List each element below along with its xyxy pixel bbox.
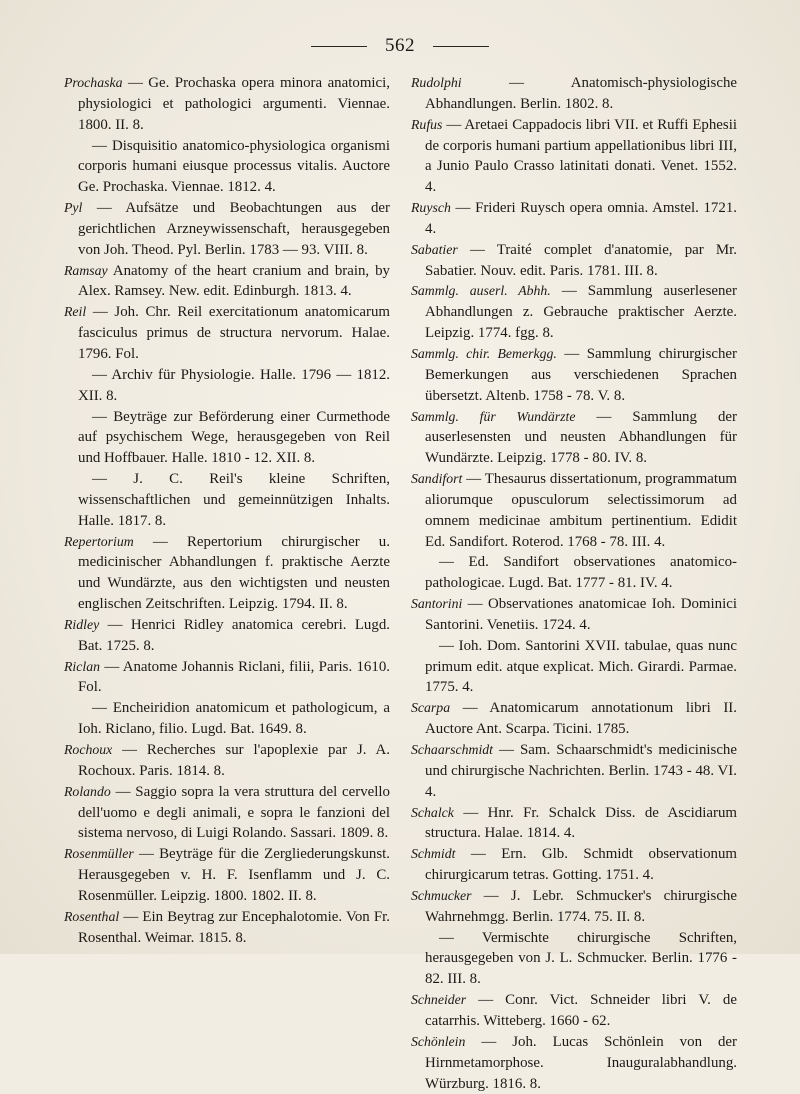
entry-text: Anatomy of the heart cranium and brain, by Alex. Ramsey. New. edit. Edinburgh. 1813. 4. (78, 262, 391, 300)
entry-author: Santorini (411, 596, 463, 612)
entry-author: Rufus (411, 116, 443, 132)
bibliography-entry (411, 594, 737, 636)
entry-text: — Anatome Johannis Riclani, filii, Paris. 1610. Fol. (78, 658, 390, 696)
entry-author: Rudolphi (411, 75, 462, 90)
entry-text: — Recherches sur l'apoplexie par J. A. Rochoux. Paris. 1814. 8. (78, 742, 390, 779)
entry-text: — J. C. Reil's kleine Schriften, wissenschaftlichen und gemeinnützigen Inhalts. Halle. 1817. 8. (78, 471, 390, 529)
entry-text: — Joh. Chr. Reil exercitationum anatomicarum fasciculus primus de structura nervorum. Halae. 1796. Fol. (78, 304, 390, 362)
bibliography-entry (411, 240, 737, 282)
bibliography-entry (411, 115, 737, 198)
bibliography-entry (411, 886, 737, 928)
entry-author: Schneider (411, 992, 467, 1008)
bibliography-entry (64, 73, 390, 136)
entry-author: Prochaska (64, 75, 123, 90)
entry-text: — Vermischte chirurgische Schriften, herausgegeben von J. L. Schmucker. Berlin. 1776 - 82. III. 8. (425, 929, 737, 988)
bibliography-entry (411, 803, 737, 845)
bibliography-entry (411, 928, 737, 991)
entry-text: — Ed. Sandifort observationes anatomico-pathologicae. Lugd. Bat. 1777 - 81. IV. 4. (425, 554, 737, 592)
entry-author: Scarpa (411, 700, 451, 716)
entry-author: Schmucker (411, 887, 472, 903)
entry-text: — Saggio sopra la vera struttura del cervello dell'uomo e degli animali, e sopra le fanzioni del sistema nervoso, di Luigi Rolando. Sassari. 1809. 8. (78, 783, 390, 842)
entry-text: — Beyträge für die Zergliederungskunst. Herausgegeben v. H. F. Isenflamm und J. C. Rosenmüller. Leipzig. 1800. 1802. II. 8. (78, 846, 390, 904)
entry-author: Schönlein (411, 1033, 466, 1049)
entry-author: Sabatier (411, 241, 458, 257)
entry-author: Repertorium (64, 533, 134, 549)
bibliography-entry (64, 469, 390, 532)
entry-author: Rolando (64, 783, 111, 799)
bibliography-entry (411, 73, 737, 115)
header-rule-right (433, 46, 489, 47)
bibliography-entry (411, 698, 737, 740)
bibliography-entry (64, 302, 390, 365)
entry-text: — Aufsätze und Beobachtungen aus der gerichtlichen Arzneywissenschaft, herausgegeben von Joh. Theod. Pyl. Berlin. 1783 — 93. VIII. 8. (78, 200, 390, 258)
entry-text: — Sammlung chirurgischer Bemerkungen aus verschiedenen Sprachen übersetzt. Altenb. 1758 - 78. V. 8. (425, 345, 737, 404)
entry-text: — Thesaurus dissertationum, programmatum aliorumque opusculorum selectissimorum ad omnem medicinae ambitum pertinentium. Edidit Ed. Sandifort. Roterod. 1768 - 78. III. 4. (425, 471, 737, 550)
left-column (64, 73, 390, 948)
entry-text: — Repertorium chirurgischer u. medicinischer Abhandlungen f. praktische Aerzte und Wundärzte, aus den wichtigsten und neusten englischen Zeitschriften. Leipzig. 1794. II. 8. (78, 533, 390, 613)
entry-author: Rosenmüller (64, 846, 134, 862)
entry-text: — Traité complet d'anatomie, par Mr. Sabatier. Nouv. edit. Paris. 1781. III. 8. (425, 241, 737, 279)
entry-text: — Hnr. Fr. Schalck Diss. de Ascidiarum structura. Halae. 1814. 4. (425, 804, 737, 842)
entry-author: Sandifort (411, 471, 463, 487)
entry-author: Ramsay (64, 262, 108, 278)
entry-text: — Anatomicarum annotationum libri II. Auctore Ant. Scarpa. Ticini. 1785. (425, 700, 737, 738)
entry-author: Ridley (64, 616, 100, 632)
bibliography-entry (411, 469, 737, 552)
entry-text: — Aretaei Cappadocis libri VII. et Ruffi Ephesii de corporis humani partium appellationibus libri III, a Junio Paulo Crasso latinitati donati. Venet. 1552. 4. (425, 116, 737, 196)
bibliography-entry (64, 532, 390, 615)
bibliography-entry (64, 907, 390, 949)
page-number: 562 (385, 35, 415, 56)
bibliography-entry (411, 636, 737, 699)
bibliography-entry (64, 698, 390, 740)
bibliography-entry (64, 615, 390, 657)
entry-text: — Anatomisch-physiologische Abhandlungen. Berlin. 1802. 8. (425, 75, 737, 112)
entry-text: — Archiv für Physiologie. Halle. 1796 — 1812. XII. 8. (78, 366, 390, 404)
bibliography-entry (411, 1032, 737, 1094)
entry-author: Reil (64, 304, 87, 320)
bibliography-entry (64, 198, 390, 261)
entry-author: Sammlg. auserl. Abhh. (411, 283, 551, 299)
entry-text: — Ioh. Dom. Santorini XVII. tabulae, quas nunc primum edit. atque explicat. Mich. Girardi. Parmae. 1775. 4. (425, 637, 737, 696)
bibliography-entry (411, 407, 737, 470)
entry-text: — Beyträge zur Beförderung einer Curmethode auf psychischem Wege, herausgegeben von Reil und Hoffbauer. Halle. 1810 - 12. XII. 8. (78, 408, 390, 467)
bibliography-entry (411, 198, 737, 240)
bibliography-entry (64, 740, 390, 782)
entry-text: — Joh. Lucas Schönlein von der Hirnmetamorphose. Inauguralabhandlung. Würzburg. 1816. 8. (425, 1033, 737, 1092)
bibliography-entry (411, 990, 737, 1032)
entry-author: Rochoux (64, 742, 113, 757)
entry-text: — Disquisitio anatomico-physiologica organismi corporis humani eiusque processus vitalis. Auctore Ge. Prochaska. Viennae. 1812. 4. (78, 137, 390, 196)
bibliography-entry (411, 844, 737, 886)
entry-text: — Ern. Glb. Schmidt observationum chirurgicarum tetras. Gotting. 1751. 4. (425, 846, 737, 884)
entry-text: — Conr. Vict. Schneider libri V. de catarrhis. Witteberg. 1660 - 62. (425, 992, 737, 1029)
entry-author: Riclan (64, 658, 101, 674)
right-column (411, 73, 737, 1094)
entry-text: — Henrici Ridley anatomica cerebri. Lugd. Bat. 1725. 8. (78, 616, 390, 654)
bibliography-entry (411, 552, 737, 594)
entry-author: Sammlg. chir. Bemerkgg. (411, 345, 557, 361)
bibliography-entry (64, 844, 390, 907)
page-header (0, 34, 800, 58)
entry-text: — J. Lebr. Schmucker's chirurgische Wahrnehmgg. Berlin. 1774. 75. II. 8. (425, 887, 737, 925)
header-rule-left (311, 46, 367, 47)
entry-author: Schmidt (411, 846, 456, 862)
bibliography-entry (411, 281, 737, 344)
entry-text: — Frideri Ruysch opera omnia. Amstel. 1721. 4. (425, 200, 737, 237)
entry-text: — Sammlung der auserlesensten und neusten Abhandlungen für Wundärzte. Leipzig. 1778 - 80. IV. 8. (425, 408, 737, 467)
entry-text: — Ein Beytrag zur Encephalotomie. Von Fr. Rosenthal. Weimar. 1815. 8. (78, 908, 390, 946)
bibliography-entry (64, 365, 390, 407)
entry-author: Schalck (411, 804, 454, 820)
entry-author: Rosenthal (64, 908, 120, 924)
entry-text: — Ge. Prochaska opera minora anatomici, physiologici et pathologici argumenti. Viennae. 1800. II. 8. (78, 75, 391, 133)
entry-author: Ruysch (411, 200, 451, 216)
bibliography-entry (64, 657, 390, 699)
bibliography-entry (411, 344, 737, 407)
entry-author: Schaarschmidt (411, 742, 494, 757)
entry-author: Pyl (64, 200, 83, 216)
entry-text: — Encheiridion anatomicum et pathologicum, a Ioh. Riclano, filio. Lugd. Bat. 1649. 8. (78, 700, 390, 738)
bibliography-entry (411, 740, 737, 803)
entry-text: — Sammlung auserlesener Abhandlungen z. Gebrauche praktischer Aerzte. Leipzig. 1774. fgg. 8. (425, 283, 737, 342)
bibliography-entry (64, 136, 390, 199)
bibliography-entry (64, 261, 390, 303)
entry-text: — Sam. Schaarschmidt's medicinische und chirurgische Nachrichten. Berlin. 1743 - 48. VI. 4. (425, 742, 737, 800)
bibliography-entry (64, 407, 390, 470)
entry-text: — Observationes anatomicae Ioh. Dominici Santorini. Venetiis. 1724. 4. (425, 596, 737, 633)
entry-author: Sammlg. für Wundärzte (411, 408, 576, 424)
bibliography-entry (64, 782, 390, 845)
